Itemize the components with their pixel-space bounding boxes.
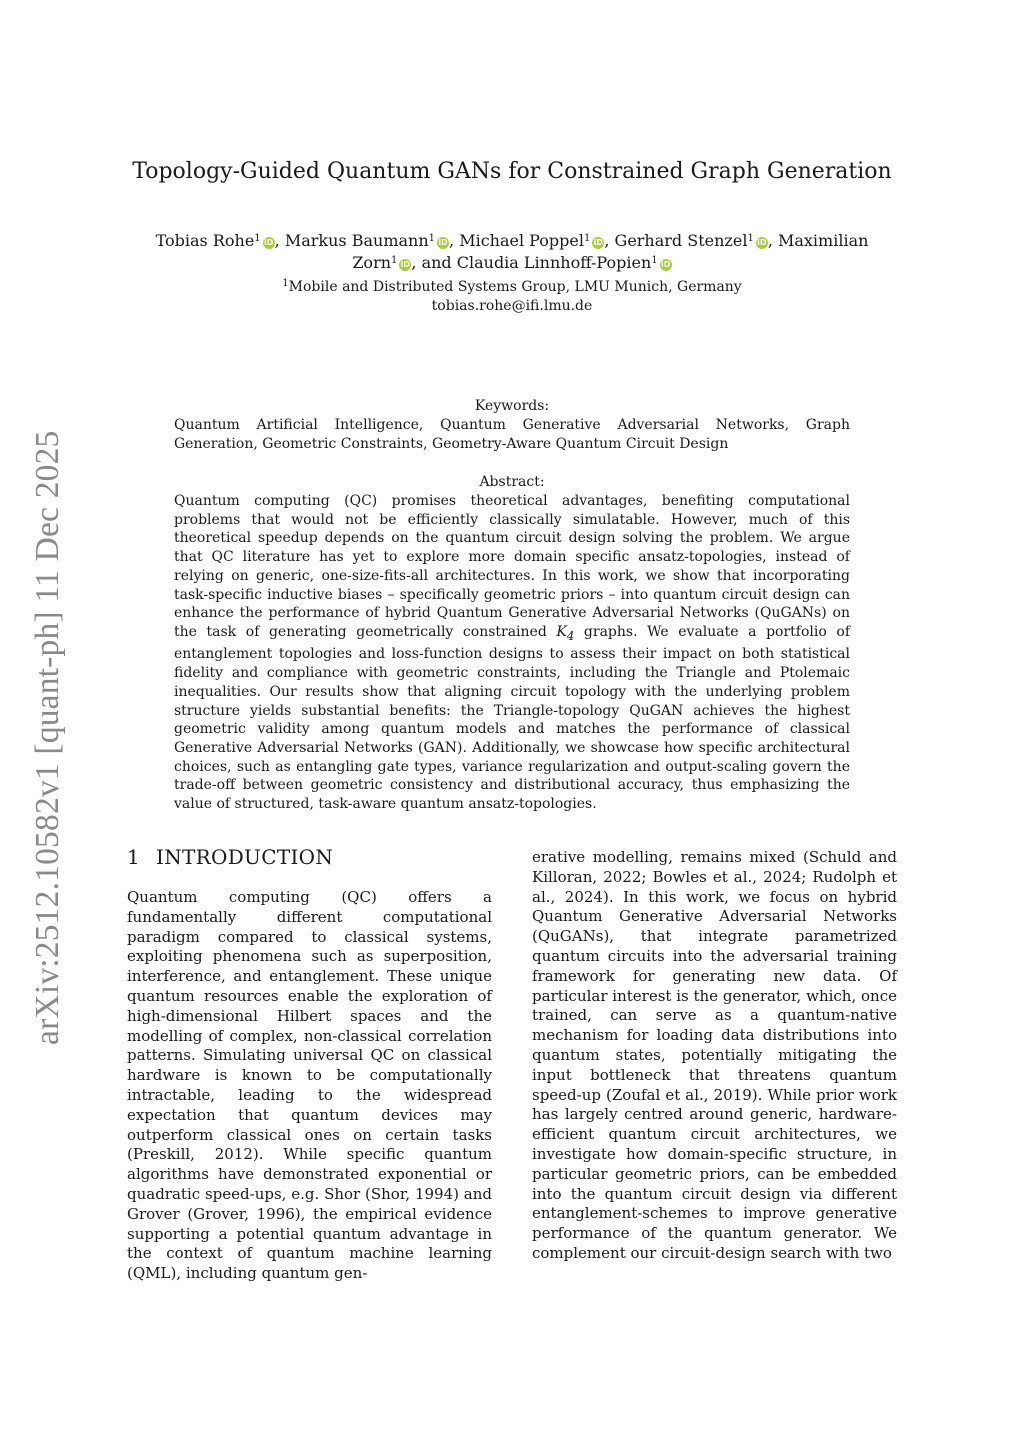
author-name: Maximilian (777, 231, 869, 250)
paper-title: Topology-Guided Quantum GANs for Constrained Graph Generation (132, 159, 892, 184)
keywords-heading: Keywords: (474, 398, 550, 414)
author-name: Gerhard Stenzel (614, 231, 748, 250)
k4-symbol: $K_4$ (556, 623, 575, 643)
author-name: Zorn (352, 253, 392, 272)
section-number: 1 (127, 845, 141, 869)
section-title: INTRODUCTION (156, 845, 334, 869)
orcid-icon[interactable]: iD (263, 238, 274, 247)
orcid-icon[interactable]: iD (593, 238, 604, 247)
author-list: Tobias Rohe$^1$ iD, Markus Baumann$^1$ iD, Michael Poppel$^1$ iD, Gerhard Stenzel$^1$ iD, Maximilian Zorn$^1$ iD, and Claudia Linnhoff-Popien$^1$ iD (155, 231, 869, 272)
intro-left-column: Quantum computing (QC) offers a fundamentally different computational paradigm compared to classical systems, exploiting phenomena such as superposition, interference, and entanglement. These unique quantum resources enable the exploration of high-dimensional Hilbert spaces and the modelling of complex, non-classical correlation patterns. Simulating universal QC on classical hardware is known to be computationally intractable, leading to the widespread expectation that quantum devices may outperform classical ones on certain tasks (Preskill, 2012). While specific quantum algorithms have demonstrated exponential or quadratic speed-ups, e.g. Shor (Shor, 1994) and Grover (Grover, 1996), the empirical evidence supporting a potential quantum advantage in the context of quantum machine learning (QML), including quantum gen- (127, 888, 492, 1283)
author-name: Markus Baumann (284, 231, 429, 250)
abstract-block (174, 473, 850, 814)
orcid-icon[interactable]: iD (438, 238, 448, 247)
contact-email[interactable]: tobias.rohe@ifi.lmu.de (431, 298, 593, 314)
intro-right-column: erative modelling, remains mixed (Schuld and Killoran, 2022; Bowles et al., 2024; Rudolph et al., 2024). In this work, we focus on hybrid Quantum Generative Adversarial Networks (QuGANs), that integrate parametrized quantum circuits into the adversarial training framework for generating new data. Of particular interest is the generator, which, once trained, can serve as a quantum-native mechanism for loading data distributions into quantum states, potentially mitigating the input bottleneck that threatens quantum speed-up (Zoufal et al., 2019). While prior work has largely centred around generic, hardware-efficient quantum circuit architectures, we investigate how domain-specific structure, in particular geometric priors, can be embedded into the quantum circuit design via different entanglement-schemes to improve generative performance of the quantum generator. We complement our circuit-design search with two (532, 848, 897, 1262)
arxiv-side-stamp: arXiv:2512.10582v1 [quant-ph] 11 Dec 2025 (29, 430, 66, 1045)
abstract-text: Quantum computing (QC) promises theoretical advantages, benefiting computational problems that would not be efficiently classically simulatable. However, much of this theoretical speedup depends on the quantum circuit design solving the problem. We argue that QC literature has yet to explore more domain specific ansatz-topologies, instead of relying on generic, one-size-fits-all architectures. In this work, we show that incorporating task-specific inductive biases – specifically geometric priors – into quantum circuit design can enhance the performance of hybrid Quantum Generative Adversarial Networks (QuGANs) on the task of generating geometrically constrained $K_4$ graphs. We evaluate a portfolio of entanglement topologies and loss-function designs to assess their impact on both statistical fidelity and compliance with geometric constraints, including the Triangle and Ptolemaic inequalities. Our results show that aligning circuit topology with the underlying problem structure yields substantial benefits: the Triangle-topology QuGAN achieves the highest geometric validity among quantum models and matches the performance of classical Generative Adversarial Networks (GAN). Additionally, we showcase how specific architectural choices, such as entangling gate types, variance regularization and output-scaling govern the trade-off between geometric consistency and distributional accuracy, thus emphasizing the value of structured, task-aware quantum ansatz-topologies. (174, 493, 851, 813)
affiliation: $^1$Mobile and Distributed Systems Group, LMU Munich, Germany (282, 278, 742, 295)
author-name: Tobias Rohe (155, 231, 255, 250)
keywords-text: Quantum Artificial Intelligence, Quantum Generative Adversarial Networks, Graph Generation, Geometric Constraints, Geometry-Aware Quantum Circuit Design (174, 417, 850, 452)
orcid-icon[interactable]: iD (660, 260, 671, 269)
orcid-icon[interactable]: iD (757, 238, 767, 247)
author-name: Michael Poppel (459, 231, 584, 250)
section-heading (127, 843, 333, 871)
author-name: and Claudia Linnhoff-Popien (421, 253, 652, 272)
abstract-heading: Abstract: (479, 474, 545, 490)
keywords-block (174, 397, 850, 453)
orcid-icon[interactable]: iD (400, 260, 411, 269)
